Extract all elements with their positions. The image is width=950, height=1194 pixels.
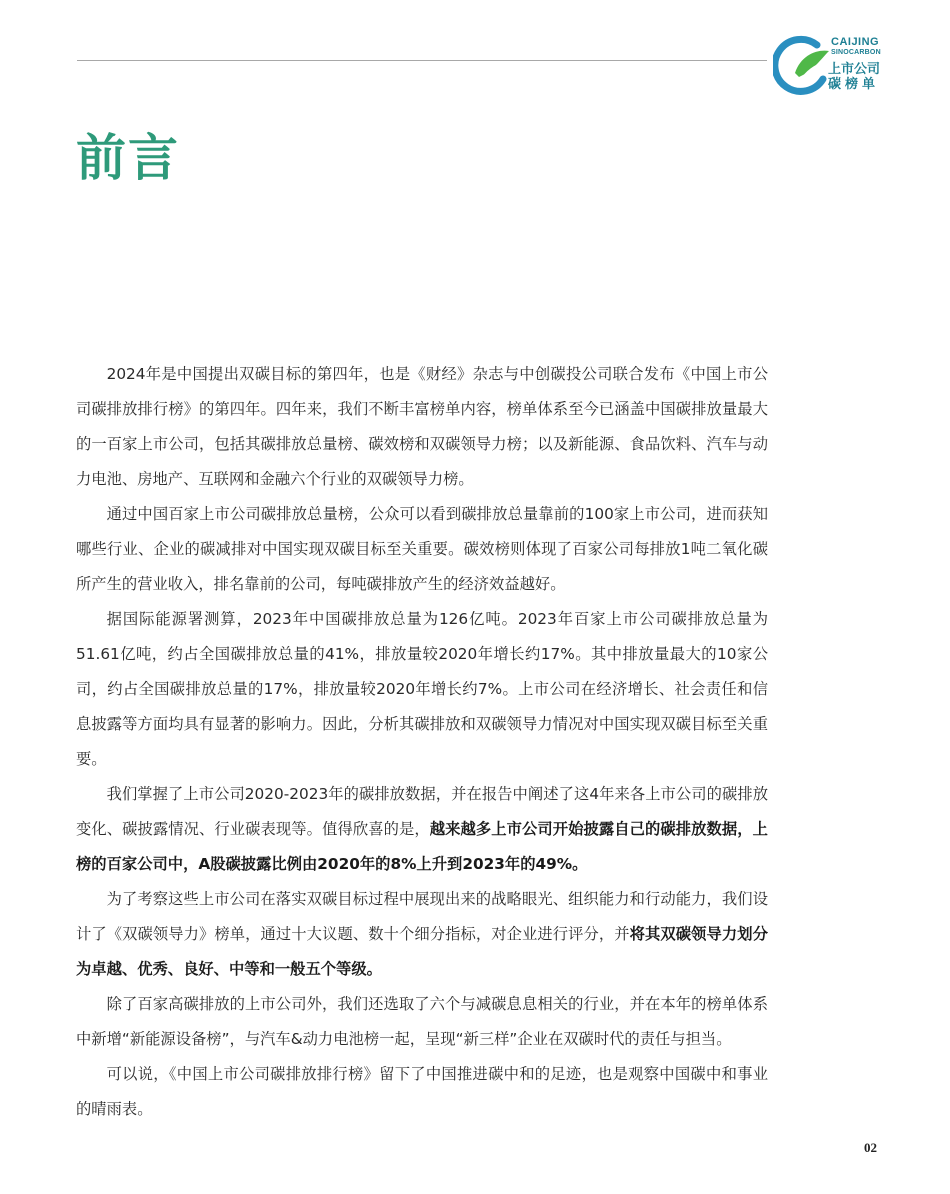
paragraph-2-text: 通过中国百家上市公司碳排放总量榜，公众可以看到碳排放总量靠前的100家上市公司，进而获知哪些行业、企业的碳减排对中国实现双碳目标至关重要。碳效榜则体现了百家公司每排放1吨二氧化碳所产生的营业收入，排名靠前的公司，每吨碳排放产生的经济效益越好。 xyxy=(76,505,768,593)
paragraph-4-text: 我们掌握了上市公司2020-2023年的碳排放数据，并在报告中阐述了这4年来各上市公司的碳排放变化、碳披露情况、行业碳表现等。值得欣喜的是， xyxy=(76,785,768,838)
header-divider xyxy=(77,60,767,61)
paragraph-1 xyxy=(76,357,768,497)
paragraph-4 xyxy=(76,777,768,882)
paragraph-1-text: 2024年是中国提出双碳目标的第四年，也是《财经》杂志与中创碳投公司联合发布《中国上市公司碳排放排行榜》的第四年。四年来，我们不断丰富榜单内容，榜单体系至今已涵盖中国碳排放量最大的一百家上市公司，包括其碳排放总量榜、碳效榜和双碳领导力榜；以及新能源、食品饮料、汽车与动力电池、房地产、互联网和金融六个行业的双碳领导力榜。 xyxy=(76,365,768,488)
paragraph-7 xyxy=(76,1057,768,1127)
paragraph-3 xyxy=(76,602,768,777)
paragraph-6-text: 除了百家高碳排放的上市公司外，我们还选取了六个与减碳息息相关的行业，并在本年的榜单体系中新增“新能源设备榜”，与汽车&动力电池榜一起，呈现“新三样”企业在双碳时代的责任与担当。 xyxy=(76,995,768,1048)
logo-english-text xyxy=(831,37,881,56)
page-title: 前言 xyxy=(76,129,180,187)
paragraph-5 xyxy=(76,882,768,987)
paragraph-7-text: 可以说，《中国上市公司碳排放排行榜》留下了中国推进碳中和的足迹，也是观察中国碳中和事业的晴雨表。 xyxy=(76,1065,768,1118)
paragraph-5-text: 为了考察这些上市公司在落实双碳目标过程中展现出来的战略眼光、组织能力和行动能力，我们设计了《双碳领导力》榜单，通过十大议题、数十个细分指标，对企业进行评分，并 xyxy=(76,890,768,943)
logo-text-carbon-list: 碳榜单 xyxy=(828,77,880,92)
logo-text-sinocarbon: SINOCARBON xyxy=(831,49,881,56)
preface-body xyxy=(76,357,768,1127)
caijing-sinocarbon-logo xyxy=(773,33,893,97)
paragraph-2 xyxy=(76,497,768,602)
logo-text-caijing: CAIJING xyxy=(831,36,880,48)
logo-chinese-text xyxy=(828,63,880,91)
page-number: 02 xyxy=(864,1140,877,1155)
paragraph-3-text: 据国际能源署测算，2023年中国碳排放总量为126亿吨。2023年百家上市公司碳排放总量为51.61亿吨，约占全国碳排放总量的41%，排放量较2020年增长约17%。其中排放量最大的10家公司，约占全国碳排放总量的17%，排放量较2020年增长约7%。上市公司在经济增长、社会责任和信息披露等方面均具有显著的影响力。因此，分析其碳排放和双碳领导力情况对中国实现双碳目标至关重要。 xyxy=(76,610,768,768)
logo-text-listed-companies: 上市公司 xyxy=(828,62,881,77)
paragraph-6 xyxy=(76,987,768,1057)
paragraph-5-highlight: 将其双碳领导力划分为卓越、优秀、良好、中等和一般五个等级。 xyxy=(76,925,768,978)
paragraph-4-highlight: 越来越多上市公司开始披露自己的碳排放数据，上榜的百家公司中，A股碳披露比例由2020年的8%上升到2023年的49%。 xyxy=(76,820,768,873)
